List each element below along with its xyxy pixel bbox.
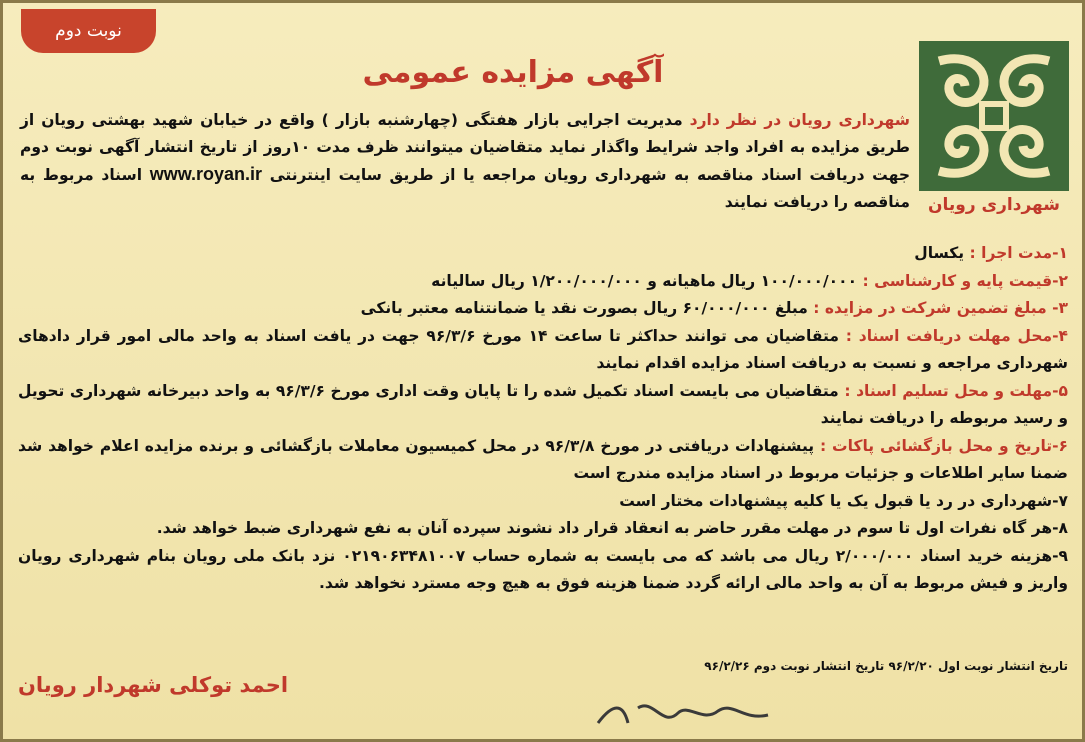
list-item [18, 515, 1068, 543]
item-text: متقاضیان می بایست اسناد تکمیل شده را تا پایان وقت اداری مورخ ۹۶/۳/۶ به واحد دبیرخانه شهرداری تحویل و رسید مربوطه را دریافت نمایند [18, 381, 1068, 427]
item-label: ۱-مدت اجرا : [969, 244, 1068, 262]
list-item [18, 268, 1068, 296]
item-text: یکسال [914, 244, 970, 262]
intro-lead: شهرداری رویان در نظر دارد [689, 111, 911, 129]
item-label: ۳- مبلغ تضمین شرکت در مزایده : [813, 299, 1068, 317]
website-link[interactable]: www.royan.ir [149, 164, 263, 184]
conditions-list [18, 240, 1068, 598]
list-item [18, 378, 1068, 433]
item-label: ۵-مهلت و محل تسلیم اسناد : [844, 381, 1068, 400]
item-label: ۴-محل مهلت دریافت اسناد : [845, 326, 1068, 345]
item-text: مبلغ ۶۰/۰۰۰/۰۰۰ ریال بصورت نقد یا ضمانتنامه معتبر بانکی [360, 299, 814, 317]
list-item [18, 240, 1068, 268]
list-item [18, 543, 1068, 598]
item-text: پیشنهادات دریافتی در مورخ ۹۶/۳/۸ در محل کمیسیون معاملات بازگشائی و برنده مزایده اعلام خواهد شد ضمنا سایر اطلاعات و جزئیات مربوط در اسناد مزایده مندرج است [18, 436, 1068, 482]
item-text: ۷-شهرداری در رد یا قبول یک یا کلیه پیشنهادات مختار است [619, 491, 1068, 510]
handwritten-mark-icon [593, 693, 773, 733]
list-item [18, 295, 1068, 323]
logo-caption: شهرداری رویان [928, 195, 1060, 215]
list-item [18, 433, 1068, 488]
intro-body: مدیریت اجرایی بازار هفتگی (چهارشنبه بازار ) واقع در خیابان شهید بهشتی رویان از طریق مزایده به افراد واجد شرایط واگذار نماید متقاضیان میتوانند ظرف مدت ۱۰روز از تاریخ انتشار آگهی نوبت دوم جهت دریافت اسناد مناقصه به شهرداری رویان مراجعه یا از طریق سایت اینترنتی [20, 111, 910, 184]
publication-dates: تاریخ انتشار نوبت اول ۹۶/۲/۲۰ تاریخ انتشار نوبت دوم ۹۶/۲/۲۶ [704, 659, 1068, 673]
item-text: متقاضیان می توانند حداکثر تا ساعت ۱۴ مورخ ۹۶/۳/۶ جهت در یافت اسناد به واحد مالی امور قرار دادهای شهرداری مراجعه و نسبت به دریافت اسناد مزایده اقدام نمایند [18, 326, 1068, 372]
royan-emblem-icon [919, 41, 1069, 191]
page-title: آگهی مزایده عمومی [362, 55, 664, 90]
item-label: ۶-تاریخ و محل بازگشائی پاکات : [819, 436, 1068, 455]
item-text: ۸-هر گاه نفرات اول تا سوم در مهلت مقرر حاضر به انعقاد قرار داد نشوند سپرده آنان به نفع شهرداری ضبط خواهد شد. [156, 519, 1068, 537]
intro-paragraph [20, 107, 910, 216]
item-text: ۹-هزینه خرید اسناد ۲/۰۰۰/۰۰۰ ریال می باشد که می بایست به شماره حساب ۰۲۱۹۰۶۳۴۸۱۰۰۷ نزد بانک ملی رویان بنام شهرداری رویان واریز و فیش مربوط به آن به واحد مالی ارائه گردد ضمنا هزینه فوق به هیچ وجه مسترد نخواهد شد. [18, 546, 1068, 592]
item-text: ۱۰۰/۰۰۰/۰۰۰ ریال ماهیانه و ۱/۲۰۰/۰۰۰/۰۰۰ ریال سالیانه [431, 271, 863, 290]
list-item [18, 488, 1068, 516]
item-label: ۲-قیمت پایه و کارشناسی : [862, 271, 1068, 290]
signature: احمد توکلی شهردار رویان [18, 673, 289, 697]
round-badge: نوبت دوم [21, 9, 156, 53]
intro-tail: اسناد مربوط به مناقصه را دریافت نمایند [20, 166, 910, 211]
municipality-logo [914, 41, 1074, 231]
list-item [18, 323, 1068, 378]
